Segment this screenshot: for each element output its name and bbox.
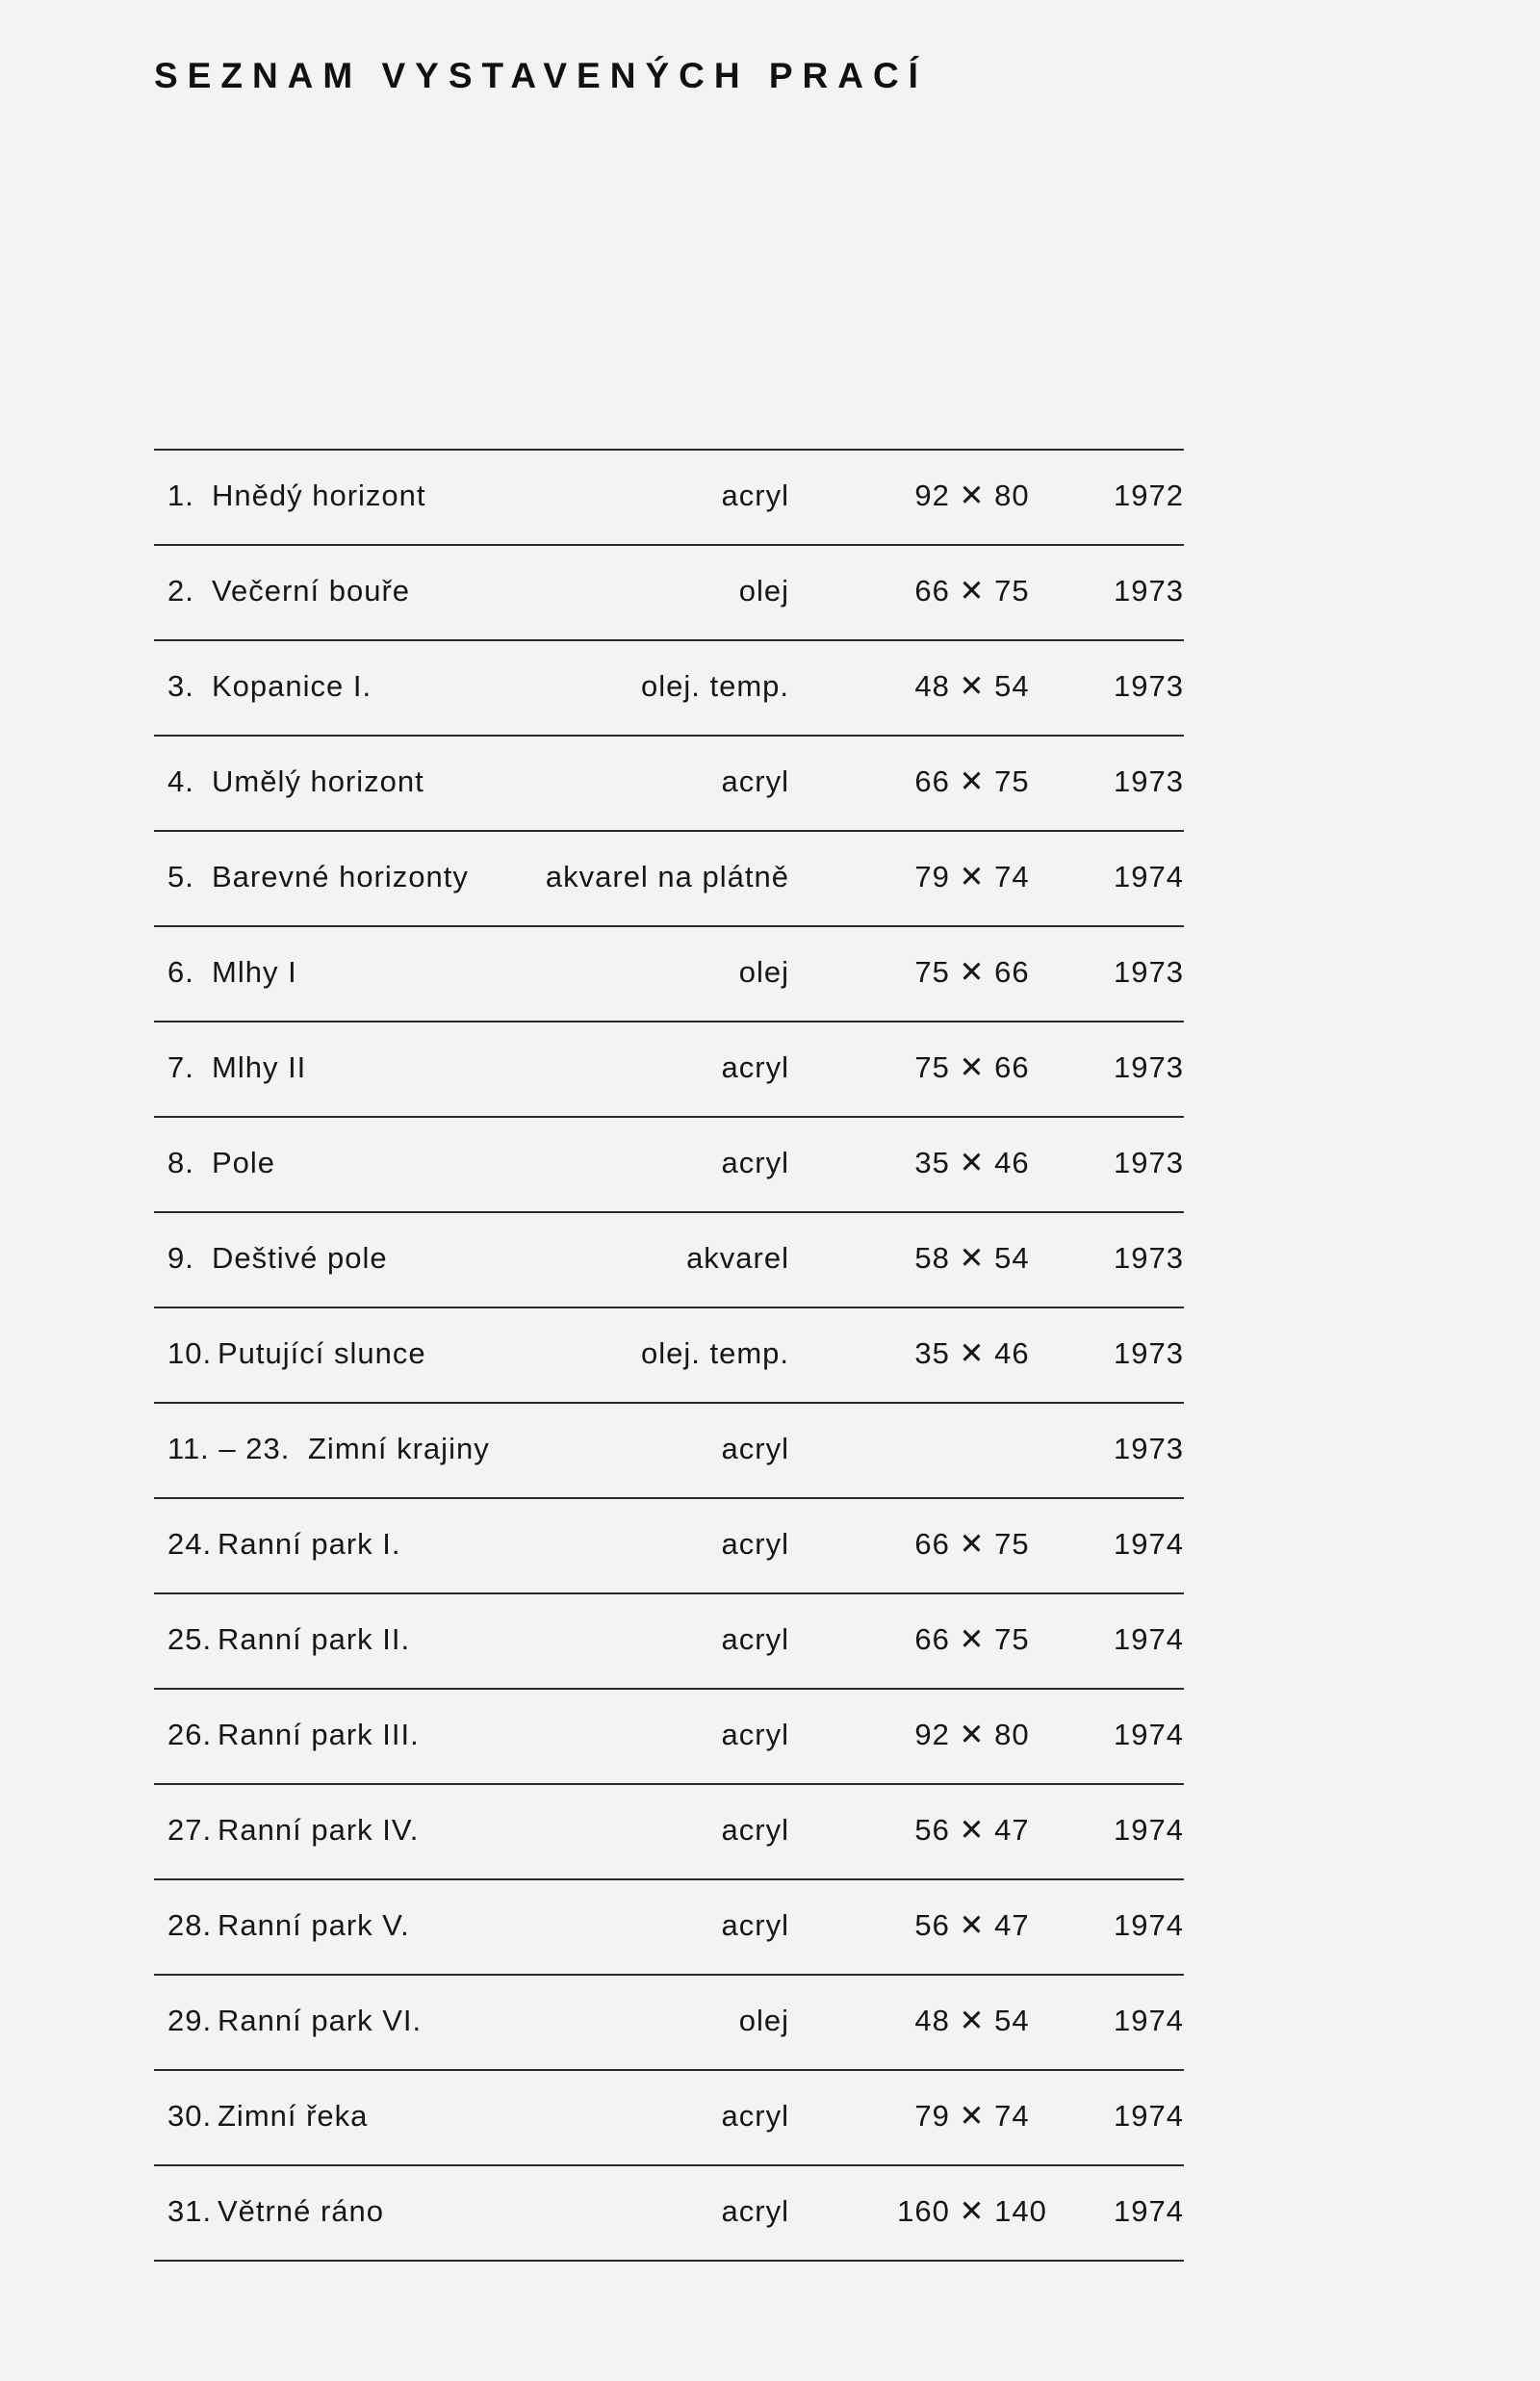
- work-dimensions: 48 ✕ 54: [914, 2004, 1030, 2037]
- work-year: 1973: [1114, 1146, 1184, 1179]
- table-row: [154, 1690, 1184, 1783]
- work-year: 1974: [1114, 2099, 1184, 2133]
- work-dimensions: 92 ✕ 80: [914, 479, 1030, 512]
- work-medium: acryl: [721, 1527, 789, 1561]
- work-number: 26.: [167, 1718, 213, 1751]
- work-medium: acryl: [721, 2194, 789, 2228]
- work-number: 4.: [167, 764, 194, 798]
- table-row: [154, 1785, 1184, 1878]
- work-year: 1973: [1114, 574, 1184, 608]
- work-dimensions: 92 ✕ 80: [914, 1718, 1030, 1751]
- work-medium: acryl: [721, 1622, 789, 1656]
- work-number: 5.: [167, 860, 194, 893]
- work-dimensions: 35 ✕ 46: [914, 1336, 1030, 1370]
- table-row: [154, 2166, 1184, 2260]
- work-year: 1973: [1114, 669, 1184, 703]
- work-year: 1974: [1114, 1527, 1184, 1561]
- work-medium: akvarel: [686, 1241, 789, 1275]
- work-number: 28.: [167, 1908, 213, 1942]
- work-year: 1973: [1114, 764, 1184, 798]
- table-row: [154, 1213, 1184, 1307]
- work-number: 10.: [167, 1336, 213, 1370]
- work-title: Deštivé pole: [212, 1241, 388, 1275]
- work-year: 1973: [1114, 1241, 1184, 1275]
- work-medium: acryl: [721, 1146, 789, 1179]
- work-title: Ranní park IV.: [218, 1813, 420, 1847]
- work-medium: acryl: [721, 1432, 789, 1465]
- work-year: 1974: [1114, 1813, 1184, 1847]
- table-row: [154, 1118, 1184, 1211]
- work-year: 1973: [1114, 1050, 1184, 1084]
- table-row: [154, 1880, 1184, 1974]
- page-title: SEZNAM VYSTAVENÝCH PRACÍ: [154, 56, 928, 95]
- work-number: 30.: [167, 2099, 213, 2133]
- table-row: [154, 546, 1184, 639]
- work-medium: olej: [738, 955, 789, 989]
- work-dimensions: 66 ✕ 75: [914, 1527, 1030, 1561]
- work-number: 3.: [167, 669, 194, 703]
- work-medium: acryl: [721, 1908, 789, 1942]
- work-number: 29.: [167, 2004, 213, 2037]
- work-title: Ranní park III.: [218, 1718, 420, 1751]
- work-dimensions: 66 ✕ 75: [914, 764, 1030, 798]
- work-title: Ranní park I.: [218, 1527, 401, 1561]
- work-medium: olej. temp.: [640, 1336, 789, 1370]
- table-row: [154, 1404, 1184, 1497]
- work-dimensions: 35 ✕ 46: [914, 1146, 1030, 1179]
- work-dimensions: 66 ✕ 75: [914, 1622, 1030, 1656]
- work-title: Večerní bouře: [212, 574, 411, 608]
- work-year: 1974: [1114, 2194, 1184, 2228]
- work-title: Umělý horizont: [212, 764, 424, 798]
- work-medium: acryl: [721, 479, 789, 512]
- work-title: Hnědý horizont: [212, 479, 426, 512]
- table-row: [154, 927, 1184, 1021]
- work-number: 27.: [167, 1813, 213, 1847]
- work-number: 7.: [167, 1050, 194, 1084]
- work-year: 1973: [1114, 955, 1184, 989]
- work-medium: acryl: [721, 1050, 789, 1084]
- work-number: 1.: [167, 479, 194, 512]
- table-row: [154, 641, 1184, 735]
- work-title: Putující slunce: [218, 1336, 426, 1370]
- work-title: Větrné ráno: [218, 2194, 384, 2228]
- work-dimensions: 58 ✕ 54: [914, 1241, 1030, 1275]
- work-medium: acryl: [721, 1813, 789, 1847]
- work-dimensions: 79 ✕ 74: [914, 2099, 1030, 2133]
- work-title: Ranní park V.: [218, 1908, 410, 1942]
- work-dimensions: 75 ✕ 66: [914, 955, 1030, 989]
- work-title: Zimní řeka: [218, 2099, 369, 2133]
- work-medium: acryl: [721, 2099, 789, 2133]
- work-number: 6.: [167, 955, 194, 989]
- work-dimensions: 75 ✕ 66: [914, 1050, 1030, 1084]
- table-row: [154, 1499, 1184, 1592]
- work-title: Zimní krajiny: [308, 1432, 490, 1465]
- work-medium: olej: [738, 2004, 789, 2037]
- work-title: Pole: [212, 1146, 276, 1179]
- work-dimensions: 56 ✕ 47: [914, 1813, 1030, 1847]
- work-medium: akvarel na plátně: [545, 860, 789, 893]
- table-divider: [154, 2260, 1184, 2262]
- work-title: Ranní park II.: [218, 1622, 411, 1656]
- table-row: [154, 2071, 1184, 2164]
- work-number: 25.: [167, 1622, 213, 1656]
- work-title: Mlhy I: [212, 955, 297, 989]
- work-dimensions: 48 ✕ 54: [914, 669, 1030, 703]
- work-year: 1974: [1114, 1622, 1184, 1656]
- table-row: [154, 1022, 1184, 1116]
- work-number: 31.: [167, 2194, 213, 2228]
- work-year: 1974: [1114, 1908, 1184, 1942]
- work-medium: acryl: [721, 1718, 789, 1751]
- work-dimensions: 160 ✕ 140: [897, 2194, 1047, 2228]
- work-year: 1973: [1114, 1432, 1184, 1465]
- work-title: Ranní park VI.: [218, 2004, 423, 2037]
- work-year: 1974: [1114, 860, 1184, 893]
- work-title: Barevné horizonty: [212, 860, 469, 893]
- work-year: 1974: [1114, 2004, 1184, 2037]
- table-row: [154, 1976, 1184, 2069]
- work-number: 9.: [167, 1241, 194, 1275]
- work-dimensions: 79 ✕ 74: [914, 860, 1030, 893]
- work-year: 1973: [1114, 1336, 1184, 1370]
- work-medium: acryl: [721, 764, 789, 798]
- work-dimensions: 66 ✕ 75: [914, 574, 1030, 608]
- work-dimensions: 56 ✕ 47: [914, 1908, 1030, 1942]
- work-year: 1974: [1114, 1718, 1184, 1751]
- work-number: 24.: [167, 1527, 213, 1561]
- table-row: [154, 1594, 1184, 1688]
- work-title: Mlhy II: [212, 1050, 307, 1084]
- work-number: 8.: [167, 1146, 194, 1179]
- works-table: [154, 449, 1184, 2262]
- work-medium: olej: [738, 574, 789, 608]
- table-row: [154, 451, 1184, 544]
- work-number: 2.: [167, 574, 194, 608]
- table-row: [154, 737, 1184, 830]
- work-title: Kopanice I.: [212, 669, 372, 703]
- work-number: 11. – 23.: [167, 1432, 291, 1465]
- table-row: [154, 1308, 1184, 1402]
- table-row: [154, 832, 1184, 925]
- work-year: 1972: [1114, 479, 1184, 512]
- work-medium: olej. temp.: [640, 669, 789, 703]
